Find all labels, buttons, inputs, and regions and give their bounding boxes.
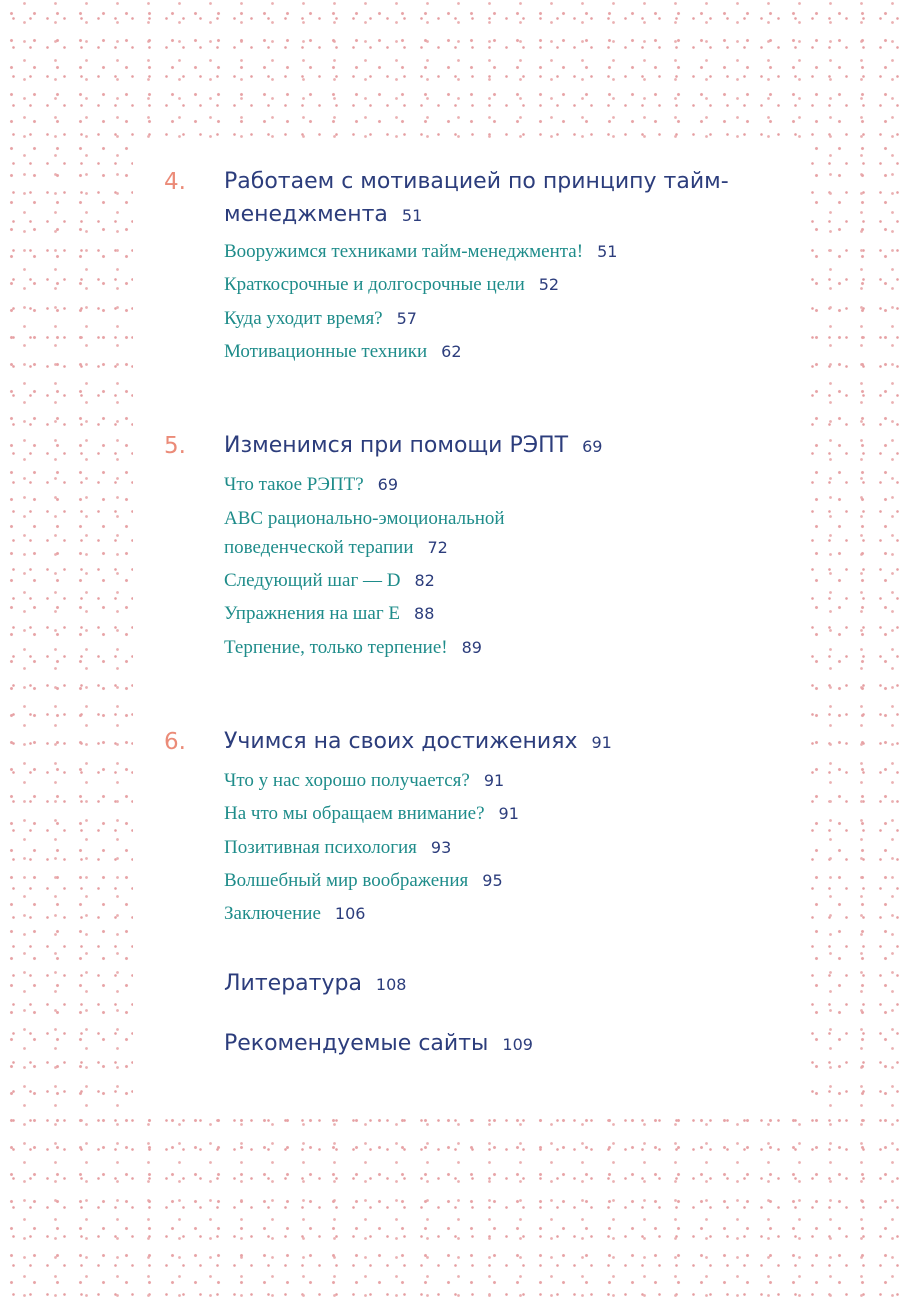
section-title: Следующий шаг — D: [224, 570, 401, 591]
chapter-title[interactable]: [224, 165, 744, 232]
chapter-title-text: Учимся на своих достижениях: [224, 729, 578, 754]
section-item[interactable]: [224, 470, 744, 499]
chapter-number: 5.: [164, 433, 186, 459]
chapter-title[interactable]: [224, 429, 744, 463]
section-page: 72: [427, 538, 448, 557]
chapter-title-text: Работаем с мотивацией по принципу тайм-менеджмента: [224, 169, 729, 227]
chapter-page: 51: [401, 206, 423, 225]
section-page: 62: [441, 342, 462, 361]
section-page: 95: [482, 871, 503, 890]
section-title: Что такое РЭПТ?: [224, 474, 364, 495]
chapter-number: 4.: [164, 169, 186, 195]
section-page: 69: [377, 475, 399, 494]
section-page: 82: [414, 571, 435, 590]
section-page: 106: [334, 904, 366, 923]
section-title: Вооружимся техниками тайм-менеджмента!: [224, 241, 584, 262]
section-title: Заключение: [224, 903, 321, 924]
back-matter-page: 108: [375, 975, 407, 994]
section-item[interactable]: [224, 799, 744, 828]
section-item[interactable]: [224, 270, 744, 299]
section-item[interactable]: [224, 599, 744, 628]
section-page: 51: [597, 242, 618, 261]
section-title: Терпение, только терпение!: [224, 637, 448, 658]
back-matter-title: Литература: [224, 971, 362, 996]
section-item[interactable]: [224, 899, 744, 928]
chapter-number: 6.: [164, 729, 186, 755]
back-matter-page: 109: [502, 1035, 533, 1054]
section-page: 93: [430, 838, 452, 857]
section-item[interactable]: [224, 566, 744, 595]
chapter-page: 91: [591, 733, 612, 752]
chapter-title[interactable]: [224, 725, 744, 759]
section-title: Волшебный мир воображения: [224, 870, 469, 891]
section-page: 52: [538, 275, 560, 294]
section-item[interactable]: [224, 304, 744, 333]
section-item[interactable]: [224, 504, 584, 562]
section-page: 57: [396, 309, 417, 328]
chapter-page: 69: [582, 437, 603, 456]
section-page: 88: [414, 604, 435, 623]
section-item[interactable]: [224, 866, 744, 895]
section-title: Краткосрочные и долгосрочные цели: [224, 274, 525, 295]
section-title: Позитивная психология: [224, 837, 417, 858]
section-title: Куда уходит время?: [224, 308, 383, 329]
back-matter-title: Рекомендуемые сайты: [224, 1031, 489, 1056]
back-matter-literature[interactable]: [224, 971, 406, 996]
section-page: 89: [461, 638, 482, 657]
section-title: Упражнения на шаг E: [224, 603, 401, 624]
section-item[interactable]: [224, 833, 744, 862]
section-title: Что у нас хорошо получается?: [224, 770, 470, 791]
section-page: 91: [498, 804, 519, 823]
section-title: На что мы обращаем внимание?: [224, 803, 485, 824]
section-page: 91: [483, 771, 505, 790]
back-matter-websites[interactable]: [224, 1031, 533, 1056]
section-title: ABC рационально-эмоциональной поведенческой терапии: [224, 508, 505, 558]
chapter-title-text: Изменимся при помощи РЭПТ: [224, 433, 569, 458]
section-item[interactable]: [224, 337, 744, 366]
section-title: Мотивационные техники: [224, 341, 428, 362]
section-item[interactable]: [224, 237, 744, 266]
contents-panel: [133, 143, 810, 1111]
section-item[interactable]: [224, 633, 744, 662]
section-item[interactable]: [224, 766, 744, 795]
